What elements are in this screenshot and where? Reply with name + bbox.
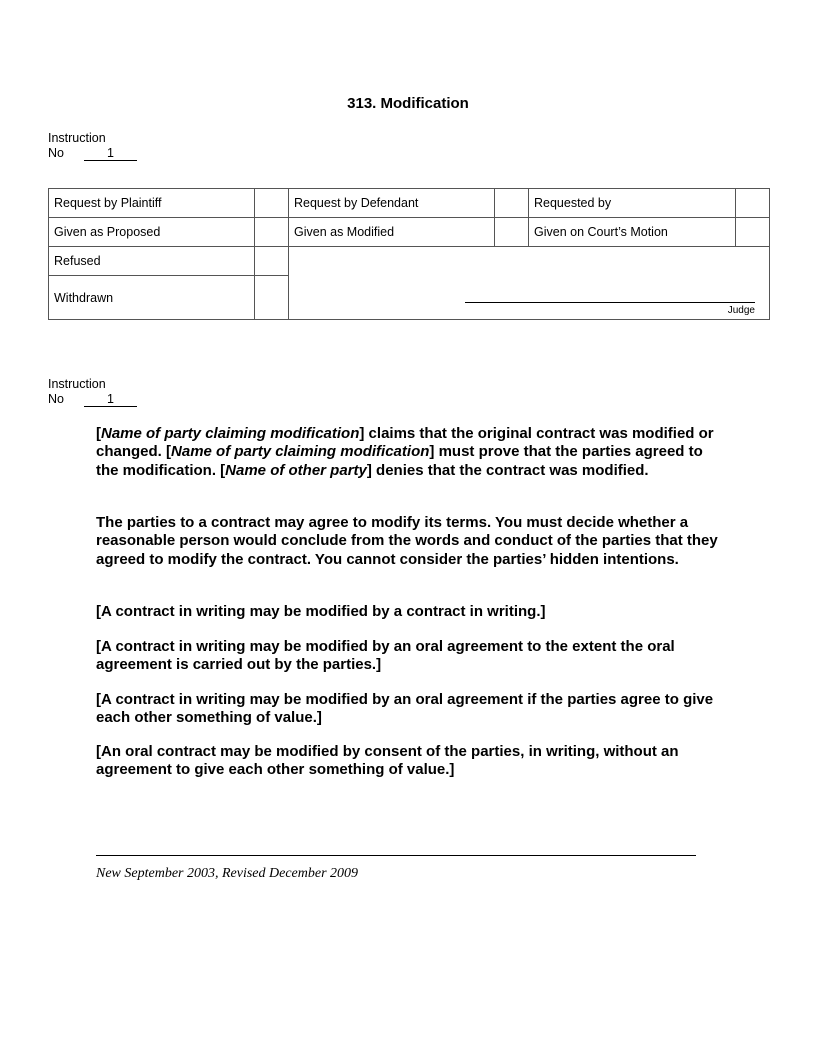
paragraph-5: [A contract in writing may be modified by an oral agreement if the parties agree to give each other something of value.]: [96, 691, 714, 727]
paragraph-6: [An oral contract may be modified by consent of the parties, in writing, without an agreement to give each other something of value.]: [96, 743, 679, 779]
paragraph-3: [A contract in writing may be modified by a contract in writing.]: [96, 603, 546, 620]
given-as-modified-label: Given as Modified: [289, 218, 495, 247]
table-row: [49, 247, 770, 276]
instruction-number-body: [48, 377, 137, 407]
given-on-courts-motion-checkbox[interactable]: [736, 218, 770, 247]
refused-label: Refused: [49, 247, 255, 276]
placeholder-text: Name of party claiming modification: [171, 443, 430, 461]
paragraph-1: [Name of party claiming modification] claims that the original contract was modified or changed. [Name of party claiming modification] must prove that the parties agreed to the modification. [Name of other party] denies that the contract was modified.: [96, 425, 714, 479]
instruction-no-value: 1: [84, 147, 137, 161]
judge-signature-line[interactable]: [465, 302, 755, 303]
footer-divider: [96, 855, 696, 856]
withdrawn-label: Withdrawn: [49, 276, 255, 320]
paragraph-4: [A contract in writing may be modified by an oral agreement to the extent the oral agreement is carried out by the parties.]: [96, 638, 675, 674]
requested-by-label: Requested by: [529, 189, 736, 218]
instruction-label: Instruction: [48, 131, 106, 145]
placeholder-text: Name of other party: [225, 461, 367, 479]
instruction-number-top: [48, 131, 137, 161]
request-by-defendant-checkbox[interactable]: [495, 189, 529, 218]
given-on-courts-motion-label: Given on Court’s Motion: [529, 218, 736, 247]
instruction-no-value: 1: [84, 393, 137, 407]
no-label: No: [48, 145, 64, 160]
paragraph-2: The parties to a contract may agree to modify its terms. You must decide whether a reasonable person would conclude from the words and conduct of the parties that they agreed to modify the contract. You cannot consider the parties’ hidden intentions.: [96, 514, 718, 568]
judge-label: Judge: [727, 305, 755, 316]
revision-note: New September 2003, Revised December 2009: [96, 866, 359, 881]
request-table: [48, 188, 770, 320]
table-row: [49, 189, 770, 218]
instruction-label: Instruction: [48, 377, 106, 391]
requested-by-checkbox[interactable]: [736, 189, 770, 218]
request-by-defendant-label: Request by Defendant: [289, 189, 495, 218]
no-label: No: [48, 391, 64, 406]
request-by-plaintiff-checkbox[interactable]: [255, 189, 289, 218]
withdrawn-checkbox[interactable]: [255, 276, 289, 320]
given-as-proposed-checkbox[interactable]: [255, 218, 289, 247]
judge-signature-area: [289, 247, 770, 320]
given-as-proposed-label: Given as Proposed: [49, 218, 255, 247]
table-row: [49, 218, 770, 247]
page-title: 313. Modification: [347, 95, 469, 112]
request-by-plaintiff-label: Request by Plaintiff: [49, 189, 255, 218]
placeholder-text: Name of party claiming modification: [101, 425, 360, 442]
refused-checkbox[interactable]: [255, 247, 289, 276]
given-as-modified-checkbox[interactable]: [495, 218, 529, 247]
